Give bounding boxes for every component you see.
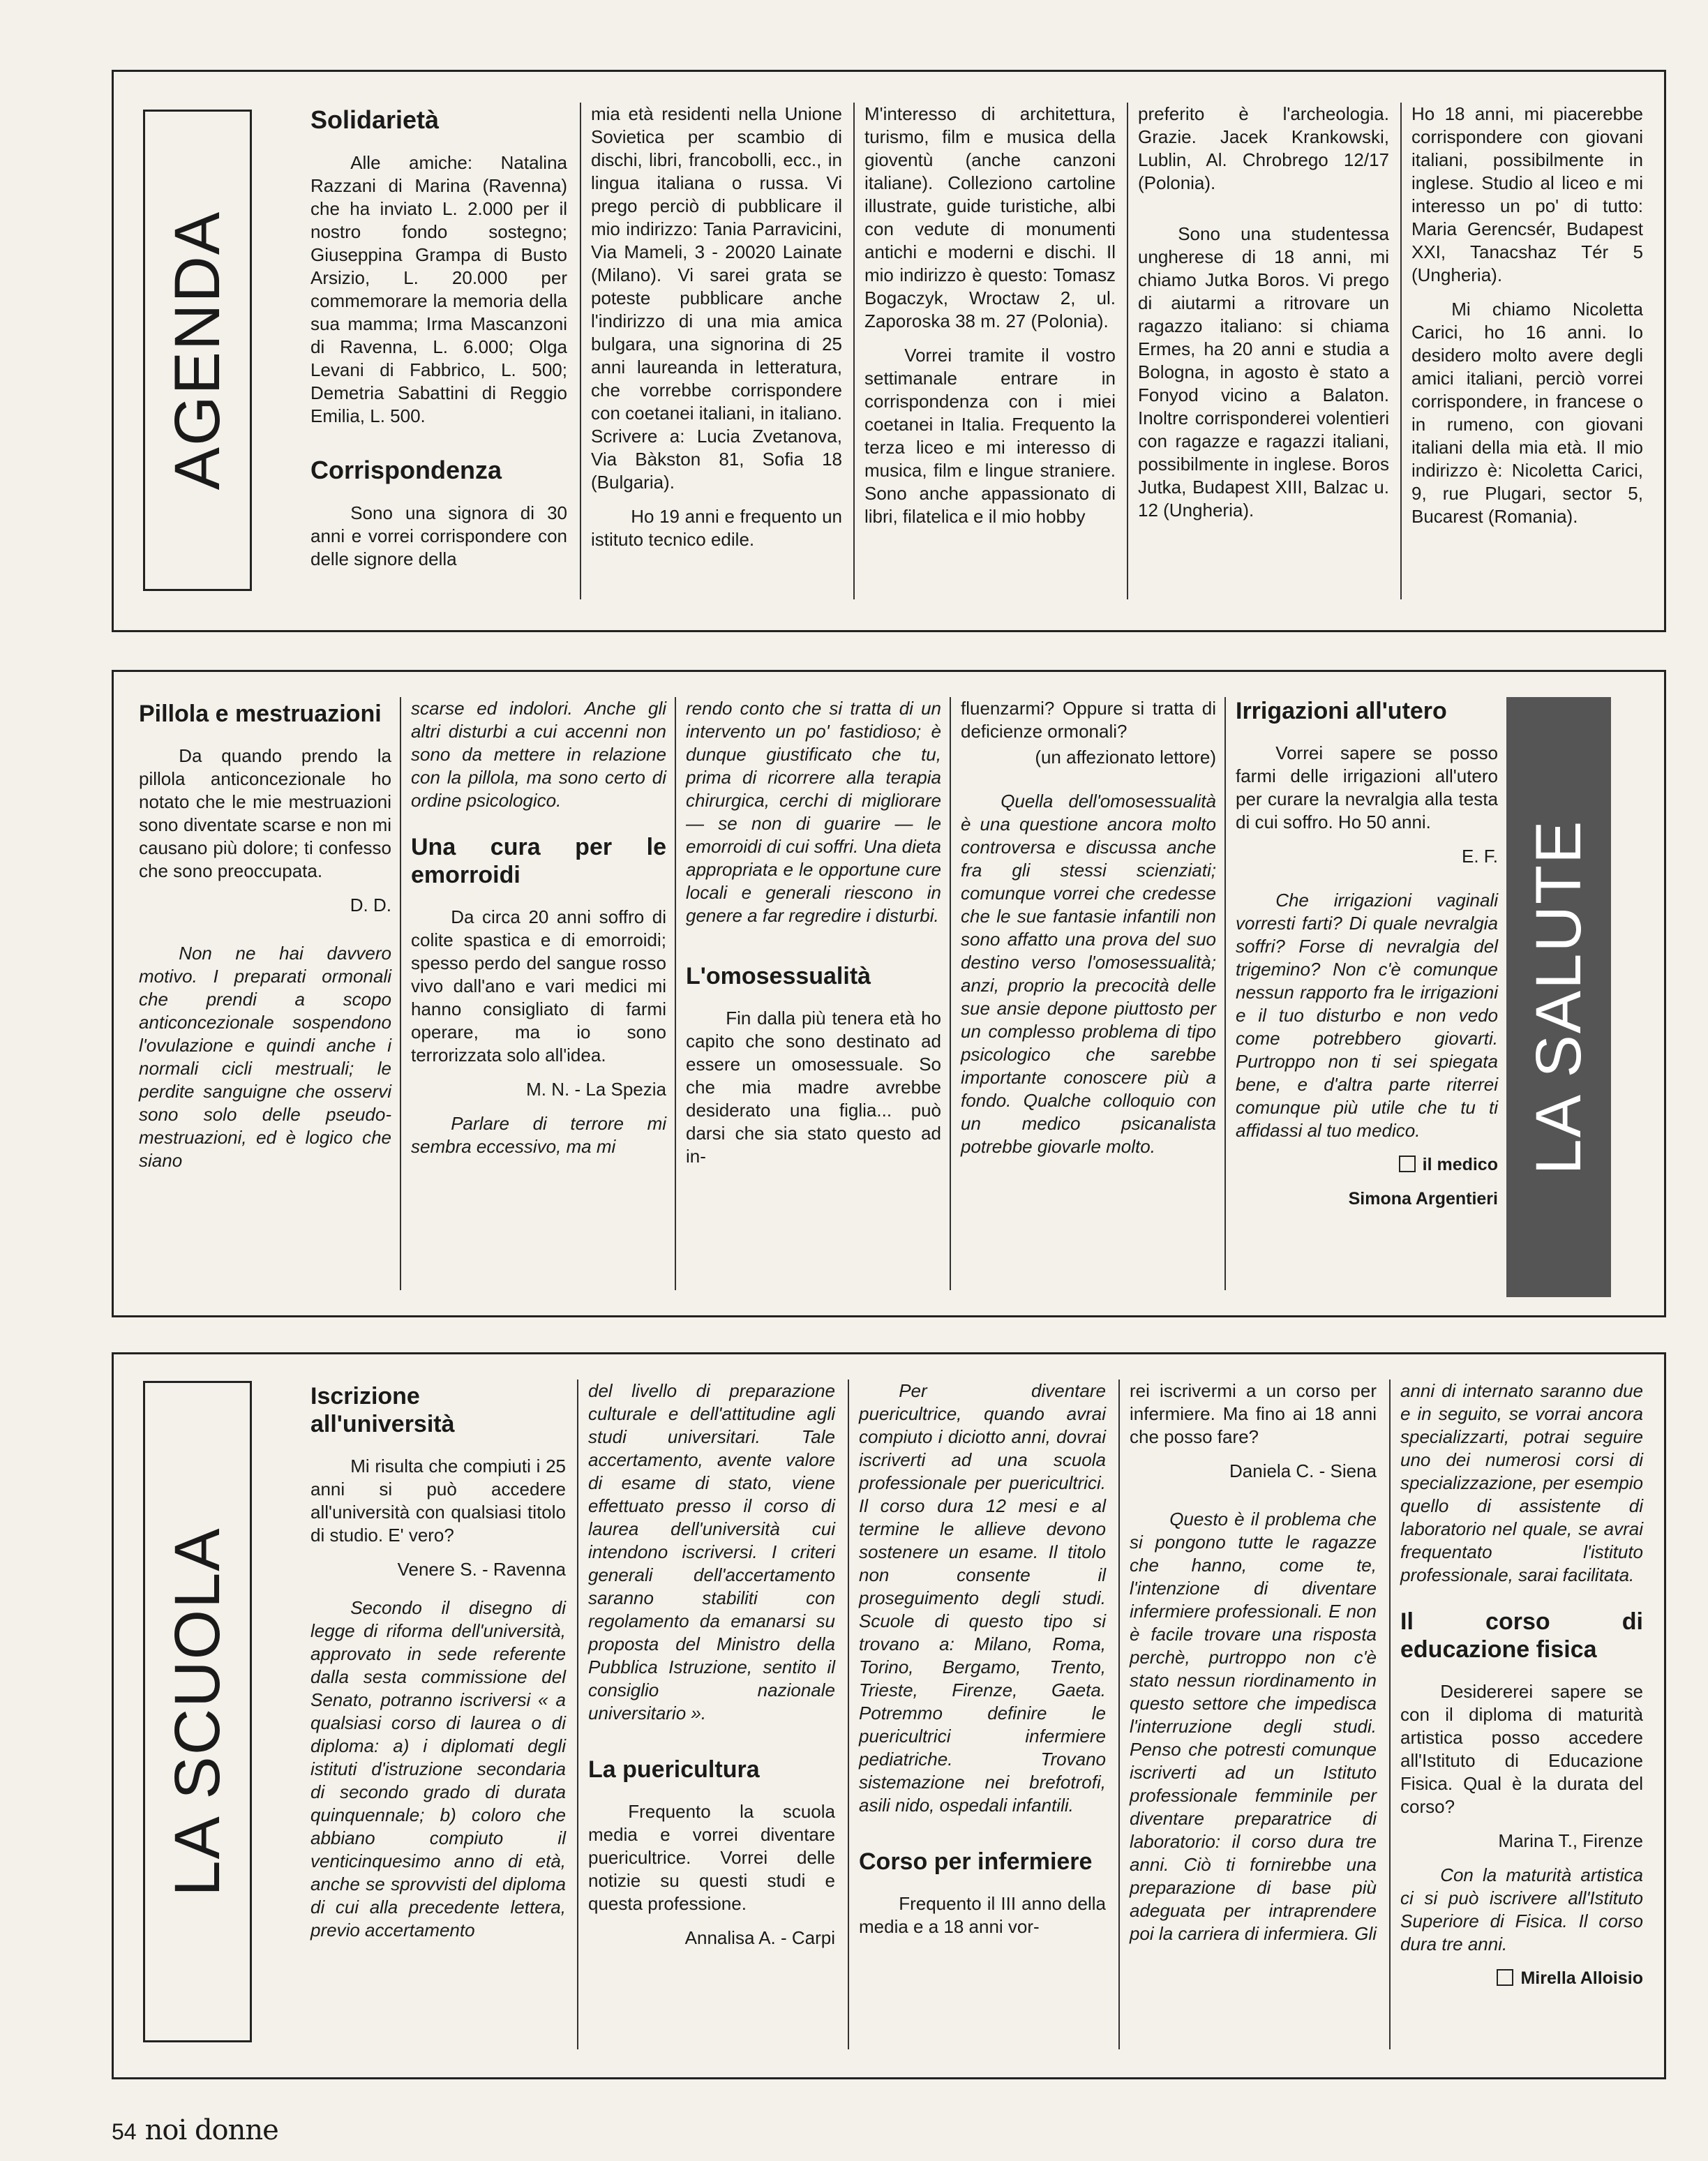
- paragraph: rei iscrivermi a un corso per infermiere. Ma fino ai 18 anni che posso fare?: [1130, 1380, 1377, 1447]
- signature: M. N. - La Spezia: [526, 1079, 666, 1100]
- scuola-label-box: [143, 1381, 252, 2042]
- answer-paragraph: Parlare di terrore mi sembra eccessivo, ma mi: [411, 1113, 666, 1157]
- scuola-col-2: [577, 1379, 835, 2049]
- paragraph: Mi chiamo Nicoletta Carici, ho 16 anni. Io desidero molto avere degli amici italiani, perciò vorrei corrispondere, in francese o in rumeno, con giovani italiani della mia età. Il mio indirizzo è: Nicoletta Carici, 9, rue Plugari, sector 5, Bucarest (Romania).: [1411, 299, 1643, 527]
- scuola-col-3: [848, 1379, 1106, 2049]
- omosessualita-heading: L'omosessualità: [686, 963, 871, 989]
- paragraph: Vorrei sapere se posso farmi delle irrigazioni all'utero per curare la nevralgia alla testa di cui soffro. Ho 50 anni.: [1236, 742, 1498, 832]
- answer-paragraph: Per diventare puericultrice, quando avrai compiuto i diciotto anni, dovrai iscriverti ad una scuola professionale per puericultrici. Il corso dura 12 mesi e al termine le allieve devono sostenere un esame. Il titolo non consente il proseguimento degli studi. Scuole di questo tipo si trovano a: Milano, Roma, Torino, Bergamo, Trento, Trieste, Firenze, Gaeta. Potremmo definire le puericultrici infermiere pediatriche. Trovano sistemazione nei brefotrofi, asili nido, ospedali infantili.: [859, 1380, 1106, 1816]
- salute-col-1: [139, 700, 391, 1183]
- answer-paragraph: rendo conto che si tratta di un intervento un po' fastidioso; è dunque giustificato che tu, prima di ricorrere alla terapia chirurgica, cerchi di migliorare — se non di guarire — le emorroidi di cui soffri. Una dieta appropriata e le opportune cure locali e generali riescono in genere a far regredire i disturbi.: [686, 698, 941, 926]
- paragraph: Da quando prendo la pillola anticoncezionale ho notato che le mie mestruazioni sono diventate scarse e non mi causano più dolore; ti confesso che sono preoccupata.: [139, 745, 391, 881]
- checkbox-square-icon: [1399, 1156, 1416, 1172]
- paragraph: Mi risulta che compiuti i 25 anni si può accedere all'università con qualsiasi titolo di studio. E' vero?: [310, 1456, 566, 1546]
- signature: Daniela C. - Siena: [1229, 1460, 1377, 1481]
- answer-paragraph: anni di internato saranno due e in seguito, se vorrai ancora specializzarti, potrai seguire uno dei numerosi corsi di specializzazione, per esempio quello di assistente di laboratorio nel quale, se avrai frequentato l'istituto professionale, sarai facilitata.: [1400, 1380, 1643, 1585]
- salute-label-box: [1506, 697, 1611, 1297]
- agenda-section: [112, 70, 1666, 632]
- puericultura-heading: La puericultura: [588, 1756, 760, 1783]
- scuola-section: [112, 1352, 1666, 2079]
- iscrizione-heading: Iscrizione all'università: [310, 1383, 455, 1437]
- answer-paragraph: Con la maturità artistica ci si può iscrivere all'Istituto Superiore di Fisica. Il corso dura tre anni.: [1400, 1864, 1643, 1954]
- answer-paragraph: scarse ed indolori. Anche gli altri disturbi a cui accenni non sono da mettere in relazione con la pillola, ma sono certo di ordine psicologico.: [411, 698, 666, 811]
- salute-label: LA SALUTE: [1523, 819, 1594, 1175]
- solidarieta-heading: Solidarietà: [310, 105, 440, 134]
- paragraph: Sono una signora di 30 anni e vorrei corrispondere con delle signore della: [310, 502, 567, 569]
- answer-paragraph: del livello di preparazione culturale e dell'attitudine agli studi universitari. Tale accertamento, avente valore di esame di stato, viene effettuato presso il corso di laurea dell'università cui intendono iscriversi. I criteri generali dell'accertamento saranno stabiliti con regolamento da emanarsi su proposta del Ministro della Pubblica Istruzione, sentito il consiglio nazionale universitario ».: [588, 1380, 835, 1723]
- author-name: Simona Argentieri: [1348, 1189, 1498, 1209]
- author-name: Mirella Alloisio: [1520, 1968, 1643, 1988]
- page-number: 54: [112, 2119, 137, 2144]
- educazione-fisica-heading: Il corso di educazione fisica: [1400, 1608, 1643, 1663]
- paragraph: Fin dalla più tenera età ho capito che sono destinato ad essere un omosessuale. So che mia madre avrebbe desiderato una figlia... può darsi che sia stato questo ad in-: [686, 1008, 941, 1167]
- paragraph: Desidererei sapere se con il diploma di maturità artistica posso accedere all'Istituto di Educazione Fisica. Qual è la durata del corso?: [1400, 1681, 1643, 1817]
- salute-section: [112, 670, 1666, 1317]
- agenda-label: AGENDA: [162, 210, 233, 491]
- paragraph: preferito è l'archeologia. Grazie. Jacek Krankowski, Lublin, Al. Chrobrego 12/17 (Polonia).: [1138, 103, 1389, 193]
- scuola-col-5: [1389, 1379, 1643, 2049]
- agenda-col-3: [853, 103, 1116, 599]
- paragraph: Sono una studentessa ungherese di 18 anni, mi chiamo Jutka Boros. Vi prego di aiutarmi a ritrovare un ragazzo italiano: si chiama Ermes, ha 20 anni e studia a Bologna, in agosto è stato a Fonyod vicino a Balaton. Inoltre corrisponderei volentieri con ragazze e ragazzi italiani, possibilmente in inglese. Boros Jutka, Budapest XIII, Balzac u. 12 (Ungheria).: [1138, 223, 1389, 521]
- agenda-col-5: [1400, 103, 1643, 599]
- paragraph: Ho 18 anni, mi piacerebbe corrispondere con giovani italiani, possibilmente in inglese. Studio al liceo e mi interesso un po' di tutto: Maria Gerencsér, Budapest XXI, Tanacshaz Tér 5 (Ungheria).: [1411, 103, 1643, 285]
- signature: D. D.: [350, 895, 391, 915]
- salute-col-3: [675, 697, 941, 1290]
- salute-col-5: [1224, 697, 1498, 1290]
- paragraph: Alle amiche: Natalina Razzani di Marina (Ravenna) che ha inviato L. 2.000 per il nostro fondo sostegno; Giuseppina Grampa di Busto Arsizio, L. 20.000 per commemorare la memoria della sua mamma; Irma Mascanzoni di Ravenna, L. 6.000; Olga Levani di Fabbrico, L. 500; Demetria Sabattini di Reggio Emilia, L. 500.: [310, 152, 567, 426]
- scuola-col-4: [1118, 1379, 1377, 2049]
- checkbox-square-icon: [1497, 1969, 1513, 1986]
- paragraph: Frequento il III anno della media e a 18 anni vor-: [859, 1893, 1106, 1937]
- answer-paragraph: Quella dell'omosessualità è una questione ancora molto controversa e discussa anche fra gli stessi scienziati; comunque vorrei che credesse che le sue fantasie infantili non sono affatto una prova del suo destino verso l'omosessualità; anzi, proprio la precocità delle sue ansie depone piuttosto per un complesso problema di tipo psicologico che sarebbe importante conoscere più a fondo. Qualche colloquio con un medico psicanalista potrebbe giovarle molto.: [961, 791, 1216, 1157]
- corrispondenza-heading: Corrispondenza: [310, 456, 502, 484]
- author-byline: [1400, 1967, 1643, 1990]
- author-byline: [1236, 1153, 1498, 1176]
- agenda-col-2: [580, 103, 842, 599]
- answer-paragraph: Non ne hai davvero motivo. I preparati ormonali che prendi a scopo anticoncezionale sospendono l'ovulazione e quindi anche i normali cicli mestruali; le perdite sanguigne che osservi sono solo delle pseudo-mestruazioni, ed è logico che siano: [139, 943, 391, 1171]
- signature: Annalisa A. - Carpi: [684, 1927, 835, 1948]
- paragraph: M'interesso di architettura, turismo, film e musica della gioventù (anche canzoni italiane). Colleziono cartoline illustrate, guide turistiche, albi con vedute di monumenti antichi e moderni e dischi. Il mio indirizzo è questo: Tomasz Bogaczyk, Wroctaw 2, ul. Zaporoska 38 m. 27 (Polonia).: [864, 103, 1116, 331]
- page-footer: [112, 2114, 278, 2146]
- paragraph: Frequento la scuola media e vorrei diventare puericultrice. Vorrei delle notizie su questi studi e questa professione.: [588, 1801, 835, 1914]
- signature: E. F.: [1461, 846, 1498, 867]
- paragraph: mia età residenti nella Unione Sovietica per scambio di dischi, libri, francobolli, ecc., in lingua italiana o russa. Vi prego perciò di pubblicare il mio indirizzo: Tania Parravicini, Via Mameli, 3 - 20020 Lainate (Milano). Vi sarei grata se poteste pubblicare anche l'indirizzo di una mia amica bulgara, una signorina di 25 anni laureanda in letteratura, che vorrebbe corrispondere con coetanei italiani, in italiano. Scrivere a: Lucia Zvetanova, Via Bàkston 81, Sofia 18 (Bulgaria).: [591, 103, 842, 493]
- paragraph: Ho 19 anni e frequento un istituto tecnico edile.: [591, 506, 842, 550]
- signature: Venere S. - Ravenna: [397, 1559, 566, 1580]
- answer-paragraph: Secondo il disegno di legge di riforma dell'università, approvato in sede referente dalla sesta commissione del Senato, potranno iscriversi « a qualsiasi corso di laurea o di diploma: a) i diplomati degli istituti d'istruzione secondaria di secondo grado di durata quinquennale; b) coloro che abbiano compiuto il venticinquesimo anno di età, anche se sprovvisti del diploma di cui alla precedente lettera, previo accertamento: [310, 1597, 566, 1941]
- answer-paragraph: Questo è il problema che si pongono tutte le ragazze che hanno, come te, l'intenzione di diventare infermiere professionali. E non è facile trovare una risposta perchè, purtroppo non c'è stato nessun riordinamento in questo settore che impedisca l'interruzione degli studi. Penso che potresti comunque iscriverti ad un Istituto professionale femminile per diventare preparatrice di laboratorio: il corso dura tre anni. Ciò ti fornirebbe una preparazione di base più adeguata per intraprendere poi la carriera di infermiera. Gli: [1130, 1509, 1377, 1944]
- signature: (un affezionato lettore): [1035, 747, 1216, 768]
- irrigazioni-heading: Irrigazioni all'utero: [1236, 698, 1447, 724]
- pillola-heading: Pillola e mestruazioni: [139, 701, 382, 727]
- answer-paragraph: Che irrigazioni vaginali vorresti farti? Di quale nevralgia soffri? Forse di nevralgia del trigemino? Non c'è comunque nessun rapporto fra le irrigazioni e il tuo disturbo e non vedo come potrebbero giovarti. Purtroppo non ti sei spiegata bene, e d'altra parte riterrei comunque più utile che tu ti affidassi al tuo medico.: [1236, 890, 1498, 1141]
- magazine-name: noi donne: [144, 2114, 278, 2146]
- signature: Marina T., Firenze: [1498, 1830, 1643, 1851]
- salute-col-4: [950, 697, 1216, 1290]
- agenda-col-4: [1127, 103, 1389, 599]
- agenda-col-1: [310, 105, 567, 582]
- paragraph: Da circa 20 anni soffro di colite spastica e di emorroidi; spesso perdo del sangue rosso vivo dall'ano e vari medici mi hanno consigliato di farmi operare, ma io sono terrorizzata solo all'idea.: [411, 906, 666, 1065]
- emorroidi-heading: Una cura per le emorroidi: [411, 834, 666, 888]
- paragraph: fluenzarmi? Oppure si tratta di deficienze ormonali?: [961, 698, 1216, 742]
- byline-role: il medico: [1422, 1155, 1498, 1174]
- scuola-label: LA SCUOLA: [162, 1527, 233, 1897]
- infermiere-heading: Corso per infermiere: [859, 1848, 1093, 1875]
- scuola-col-1: [310, 1382, 566, 1953]
- agenda-label-box: [143, 110, 252, 591]
- paragraph: Vorrei tramite il vostro settimanale entrare in corrispondenza con i miei coetanei in Italia. Frequento la terza liceo e mi interesso di musica, film e lingue straniere. Sono anche appassionato di libri, filatelica e il mio hobby: [864, 345, 1116, 527]
- salute-col-2: [400, 697, 666, 1290]
